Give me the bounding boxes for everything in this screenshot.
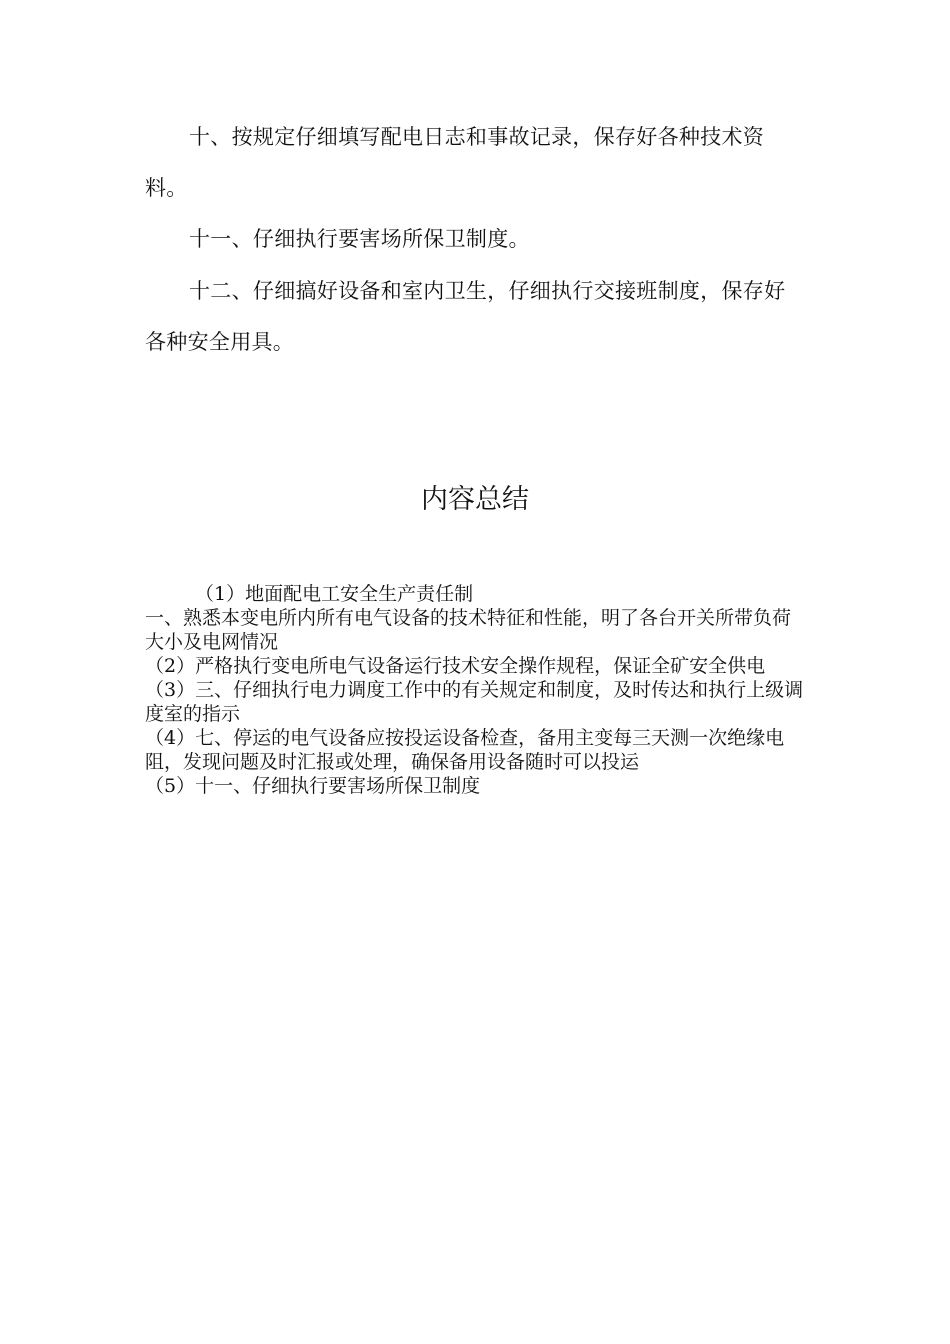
summary-line: 一、熟悉本变电所内所有电气设备的技术特征和性能，明了各台开关所带负荷大小及电网情况 — [145, 607, 792, 653]
summary-title: 内容总结 — [421, 484, 529, 515]
summary-line: （2）严格执行变电所电气设备运行技术安全操作规程，保证全矿安全供电 — [145, 655, 766, 677]
body-paragraph-11: 十一、仔细执行要害场所保卫制度。 — [189, 227, 530, 251]
summary-line: （3）三、仔细执行电力调度工作中的有关规定和制度，及时传达和执行上级调度室的指示 — [145, 679, 804, 725]
body-paragraph-12: 十二、仔细搞好设备和室内卫生，仔细执行交接班制度，保存好各种安全用具。 — [145, 279, 786, 354]
body-paragraph-10: 十、按规定仔细填写配电日志和事故记录，保存好各种技术资料。 — [145, 125, 765, 200]
summary-line: （1）地面配电工安全生产责任制 — [195, 583, 474, 605]
summary-line: （5）十一、仔细执行要害场所保卫制度 — [145, 775, 481, 797]
summary-list — [145, 582, 805, 798]
summary-line: （4）七、停运的电气设备应按投运设备检查，备用主变每三天测一次绝缘电阻，发现问题及时汇报或处理，确保备用设备随时可以投运 — [145, 727, 785, 773]
